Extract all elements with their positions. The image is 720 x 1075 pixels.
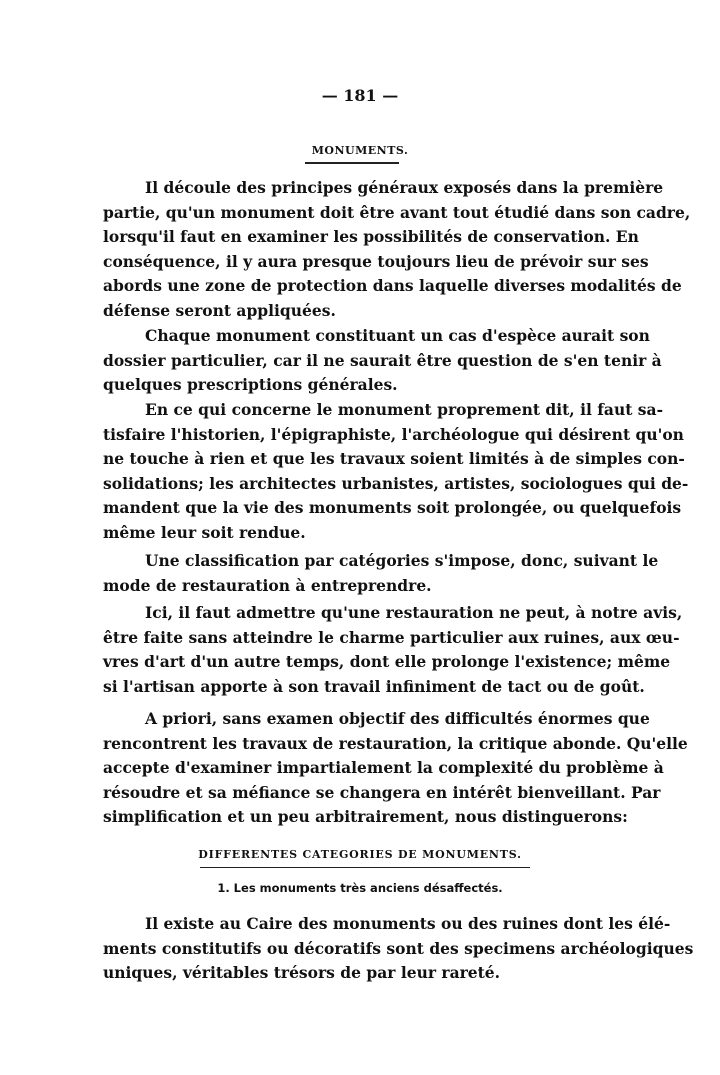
- text-line: mode de restauration à entreprendre.: [103, 575, 432, 595]
- text-line: dossier particulier, car il ne saurait être question de s'en tenir à: [103, 350, 662, 370]
- paragraph: [103, 549, 659, 598]
- text-line: Il découle des principes généraux exposés dans la première: [145, 178, 664, 197]
- text-line: abords une zone de protection dans laquelle diverses modalités de: [103, 276, 682, 296]
- categories-heading: DIFFERENTES CATEGORIES DE MONUMENTS.: [198, 848, 522, 861]
- section-title: MONUMENTS.: [311, 144, 409, 157]
- text-line: rencontrent les travaux de restauration, la critique abonde. Qu'elle: [103, 733, 688, 753]
- text-line: tisfaire l'historien, l'épigraphiste, l'archéologue qui désirent qu'on: [103, 424, 684, 444]
- text-line: vres d'art d'un autre temps, dont elle prolonge l'existence; même: [103, 652, 671, 672]
- text-line: mandent que la vie des monuments soit prolongée, ou quelquefois: [103, 498, 682, 518]
- text-line: défense seront appliquées.: [103, 300, 336, 320]
- text-line: quelques prescriptions générales.: [103, 375, 398, 395]
- paragraph: [103, 398, 689, 546]
- text-line: si l'artisan apporte à son travail infiniment de tact ou de goût.: [103, 676, 645, 696]
- paragraph: [103, 707, 688, 830]
- text-line: lorsqu'il faut en examiner les possibilités de conservation. En: [103, 227, 639, 247]
- text-line: être faite sans atteindre le charme particulier aux ruines, aux œu-: [103, 627, 680, 647]
- text-line: résoudre et sa méfiance se changera en intérêt bienveillant. Par: [103, 782, 661, 802]
- paragraph: [103, 912, 694, 986]
- text-line: Il existe au Caire des monuments ou des ruines dont les élé-: [145, 914, 671, 933]
- text-line: conséquence, il y aura presque toujours lieu de prévoir sur ses: [103, 251, 649, 271]
- paragraph: [103, 601, 683, 699]
- text-line: ments constitutifs ou décoratifs sont des specimens archéologiques: [103, 938, 694, 958]
- paragraph: [103, 176, 691, 324]
- paragraph: [103, 324, 662, 398]
- title-underline: [305, 162, 399, 164]
- heading-underline: [200, 867, 530, 868]
- text-line: accepte d'examiner impartialement la complexité du problème à: [103, 758, 664, 778]
- text-line: A priori, sans examen objectif des difficultés énormes que: [145, 709, 650, 728]
- text-line: partie, qu'un monument doit être avant tout étudié dans son cadre,: [103, 202, 691, 222]
- text-line: Une classification par catégories s'impose, donc, suivant le: [145, 551, 659, 570]
- text-line: En ce qui concerne le monument proprement dit, il faut sa-: [145, 400, 664, 419]
- text-line: solidations; les architectes urbanistes, artistes, sociologues qui de-: [103, 473, 689, 493]
- text-line: simplification et un peu arbitrairement, nous distinguerons:: [103, 807, 628, 827]
- category-1-heading: 1. Les monuments très anciens désaffectés.: [217, 881, 503, 895]
- text-line: ne touche à rien et que les travaux soient limités à de simples con-: [103, 449, 685, 469]
- text-line: même leur soit rendue.: [103, 522, 306, 542]
- text-line: uniques, véritables trésors de par leur rareté.: [103, 963, 501, 983]
- text-line: Chaque monument constituant un cas d'espèce aurait son: [145, 326, 650, 345]
- text-line: Ici, il faut admettre qu'une restauration ne peut, à notre avis,: [145, 603, 683, 622]
- page-number: — 181 —: [321, 86, 399, 105]
